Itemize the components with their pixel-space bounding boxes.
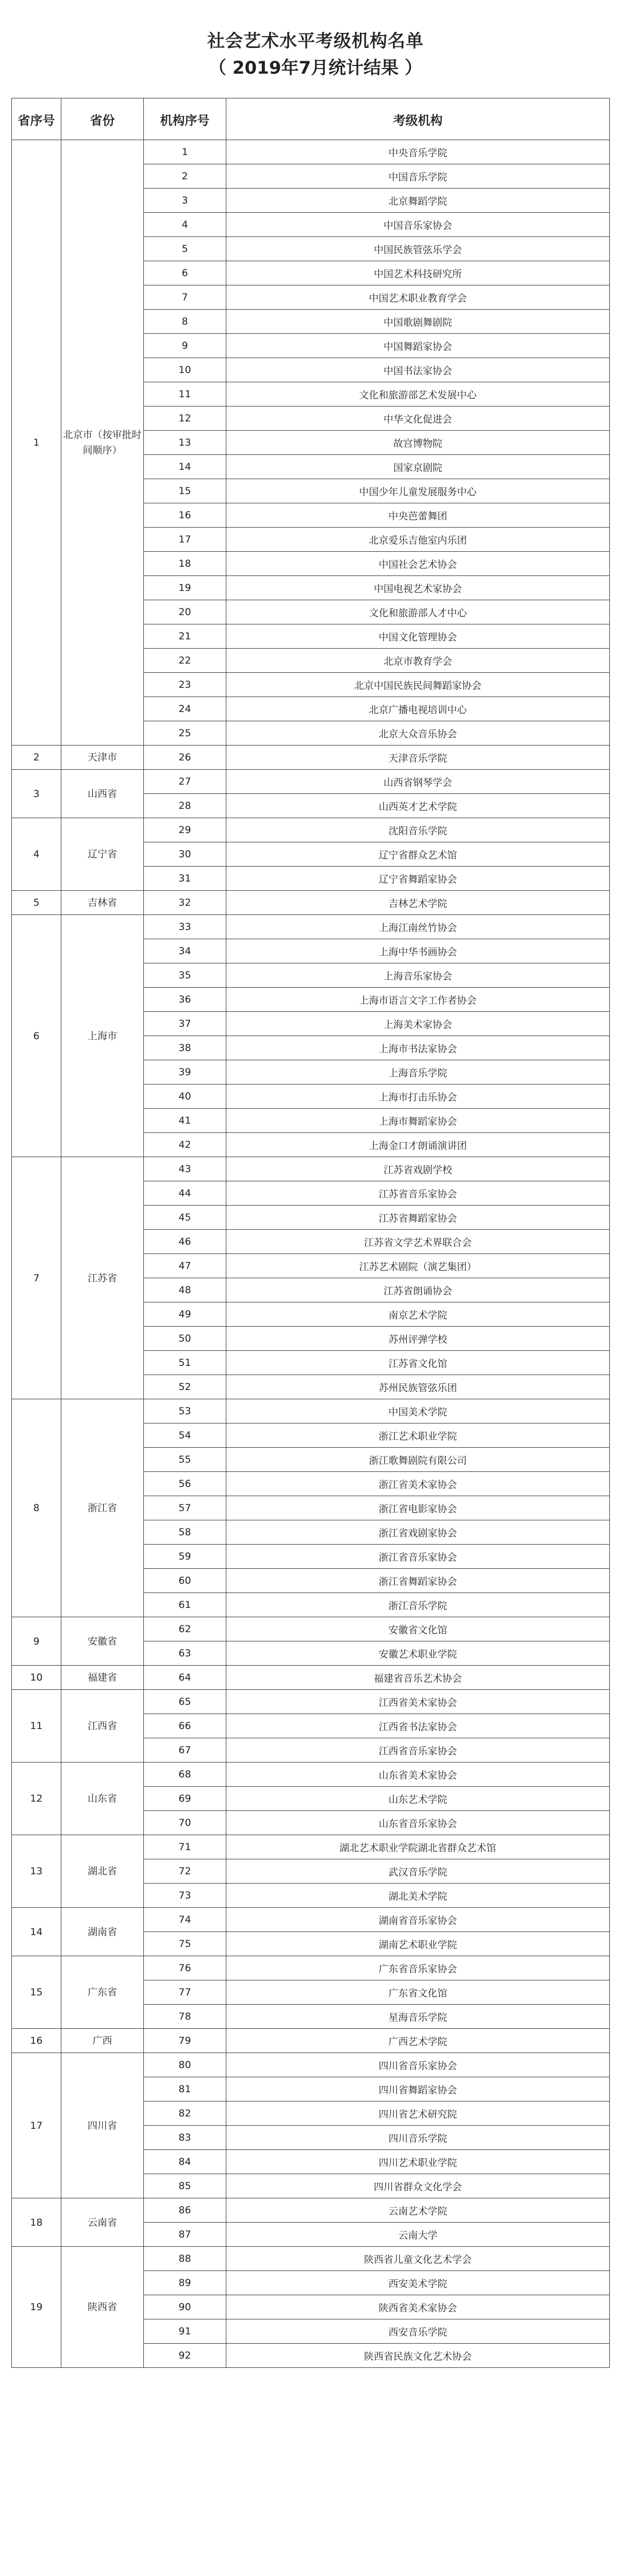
org-name: 江苏省文化馆 [226,1351,610,1375]
org-number: 37 [144,1012,226,1036]
org-number: 23 [144,673,226,697]
table-row [12,2053,610,2077]
org-name: 武汉音乐学院 [226,1859,610,1884]
province-name: 天津市 [61,745,144,770]
table-row [12,1956,610,1980]
org-number: 73 [144,1884,226,1908]
org-number: 61 [144,1593,226,1617]
org-number: 6 [144,261,226,285]
org-number: 24 [144,697,226,721]
org-name: 故宫博物院 [226,431,610,455]
title-subtitle: （ 2019年7月统计结果 ） [209,58,422,78]
province-name: 山西省 [61,770,144,818]
org-name: 中国音乐学院 [226,164,610,189]
org-name: 山东艺术学院 [226,1787,610,1811]
province-name: 山东省 [61,1762,144,1835]
org-name: 中国音乐家协会 [226,213,610,237]
table-row [12,1762,610,1787]
org-number: 77 [144,1980,226,2005]
org-name: 浙江省音乐家协会 [226,1545,610,1569]
org-number: 92 [144,2344,226,2368]
table-row [12,2198,610,2223]
org-name: 北京舞蹈学院 [226,189,610,213]
org-number: 62 [144,1617,226,1641]
province-number: 9 [12,1617,61,1666]
province-number: 17 [12,2053,61,2198]
org-number: 79 [144,2029,226,2053]
org-number: 60 [144,1569,226,1593]
org-number: 66 [144,1714,226,1738]
org-name: 北京市教育学会 [226,649,610,673]
table-body [12,140,610,2368]
org-number: 85 [144,2174,226,2198]
org-table [11,98,610,2368]
org-number: 11 [144,382,226,406]
org-name: 江苏省戏剧学校 [226,1157,610,1181]
org-number: 90 [144,2295,226,2319]
table-row [12,818,610,842]
org-number: 13 [144,431,226,455]
org-name: 北京中国民族民间舞蹈家协会 [226,673,610,697]
org-name: 江西省书法家协会 [226,1714,610,1738]
province-number: 10 [12,1666,61,1690]
org-name: 沈阳音乐学院 [226,818,610,842]
org-name: 文化和旅游部艺术发展中心 [226,382,610,406]
org-name: 中国书法家协会 [226,358,610,382]
province-number: 19 [12,2247,61,2368]
org-name: 湖南省音乐家协会 [226,1908,610,1932]
org-name: 江苏省文学艺术界联合会 [226,1230,610,1254]
header-province-no: 省序号 [12,98,61,140]
org-name: 陕西省美术家协会 [226,2295,610,2319]
org-number: 57 [144,1496,226,1520]
org-number: 53 [144,1399,226,1423]
org-name: 上海江南丝竹协会 [226,915,610,939]
org-name: 山东省音乐家协会 [226,1811,610,1835]
org-name: 福建省音乐艺术协会 [226,1666,610,1690]
table-row [12,2247,610,2271]
province-number: 3 [12,770,61,818]
org-number: 15 [144,479,226,503]
org-name: 云南艺术学院 [226,2198,610,2223]
province-number: 12 [12,1762,61,1835]
org-number: 55 [144,1448,226,1472]
org-number: 47 [144,1254,226,1278]
org-number: 71 [144,1835,226,1859]
table-row [12,770,610,794]
org-number: 78 [144,2005,226,2029]
org-name: 苏州民族管弦乐团 [226,1375,610,1399]
org-name: 中央音乐学院 [226,140,610,164]
org-number: 50 [144,1327,226,1351]
org-name: 安徽艺术职业学院 [226,1641,610,1666]
org-number: 87 [144,2223,226,2247]
province-number: 1 [12,140,61,745]
org-name: 中国舞蹈家协会 [226,334,610,358]
province-name: 云南省 [61,2198,144,2247]
org-number: 40 [144,1084,226,1109]
org-name: 文化和旅游部人才中心 [226,600,610,624]
org-number: 21 [144,624,226,649]
org-name: 中国少年儿童发展服务中心 [226,479,610,503]
org-number: 42 [144,1133,226,1157]
org-number: 3 [144,189,226,213]
org-name: 浙江艺术职业学院 [226,1423,610,1448]
org-number: 64 [144,1666,226,1690]
org-name: 辽宁省群众艺术馆 [226,842,610,867]
table-header-row [12,98,610,140]
org-number: 9 [144,334,226,358]
province-name: 福建省 [61,1666,144,1690]
org-number: 10 [144,358,226,382]
org-number: 91 [144,2319,226,2344]
org-name: 四川省舞蹈家协会 [226,2077,610,2102]
org-number: 89 [144,2271,226,2295]
province-number: 7 [12,1157,61,1399]
org-name: 中国文化管理协会 [226,624,610,649]
org-number: 5 [144,237,226,261]
org-name: 四川音乐学院 [226,2126,610,2150]
province-name: 江苏省 [61,1157,144,1399]
org-name: 天津音乐学院 [226,745,610,770]
table-row [12,1157,610,1181]
org-number: 58 [144,1520,226,1545]
org-name: 江苏省舞蹈家协会 [226,1206,610,1230]
table-row [12,745,610,770]
table-row [12,140,610,164]
org-number: 22 [144,649,226,673]
org-number: 26 [144,745,226,770]
org-name: 江苏省音乐家协会 [226,1181,610,1206]
org-number: 48 [144,1278,226,1302]
org-number: 35 [144,963,226,988]
org-number: 19 [144,576,226,600]
org-number: 25 [144,721,226,745]
org-number: 38 [144,1036,226,1060]
org-name: 北京广播电视培训中心 [226,697,610,721]
org-name: 浙江音乐学院 [226,1593,610,1617]
org-number: 28 [144,794,226,818]
province-name: 广东省 [61,1956,144,2029]
org-name: 广东省音乐家协会 [226,1956,610,1980]
org-name: 云南大学 [226,2223,610,2247]
org-number: 52 [144,1375,226,1399]
org-name: 上海市舞蹈家协会 [226,1109,610,1133]
org-number: 88 [144,2247,226,2271]
province-name: 四川省 [61,2053,144,2198]
org-number: 18 [144,552,226,576]
org-name: 中华文化促进会 [226,406,610,431]
org-name: 中国电视艺术家协会 [226,576,610,600]
org-number: 44 [144,1181,226,1206]
org-name: 浙江歌舞剧院有限公司 [226,1448,610,1472]
org-number: 54 [144,1423,226,1448]
table-row [12,891,610,915]
org-number: 32 [144,891,226,915]
org-name: 江苏艺术剧院（演艺集团） [226,1254,610,1278]
org-name: 上海音乐学院 [226,1060,610,1084]
province-name: 浙江省 [61,1399,144,1617]
org-number: 36 [144,988,226,1012]
org-name: 上海美术家协会 [226,1012,610,1036]
org-name: 陕西省儿童文化艺术学会 [226,2247,610,2271]
org-number: 43 [144,1157,226,1181]
province-number: 15 [12,1956,61,2029]
table-row [12,1908,610,1932]
org-number: 69 [144,1787,226,1811]
org-number: 31 [144,867,226,891]
org-number: 33 [144,915,226,939]
org-name: 国家京剧院 [226,455,610,479]
org-number: 72 [144,1859,226,1884]
org-name: 四川艺术职业学院 [226,2150,610,2174]
org-number: 76 [144,1956,226,1980]
org-name: 山西英才艺术学院 [226,794,610,818]
org-name: 苏州评弹学校 [226,1327,610,1351]
org-name: 西安美术学院 [226,2271,610,2295]
province-number: 14 [12,1908,61,1956]
province-number: 2 [12,745,61,770]
org-number: 56 [144,1472,226,1496]
document-title [0,0,631,88]
province-name: 湖北省 [61,1835,144,1908]
org-name: 浙江省戏剧家协会 [226,1520,610,1545]
org-number: 14 [144,455,226,479]
table-row [12,1690,610,1714]
org-number: 74 [144,1908,226,1932]
org-number: 8 [144,310,226,334]
org-number: 45 [144,1206,226,1230]
org-name: 上海中华书画协会 [226,939,610,963]
org-name: 陕西省民族文化艺术协会 [226,2344,610,2368]
org-number: 65 [144,1690,226,1714]
org-name: 上海市打击乐协会 [226,1084,610,1109]
org-name: 中国美术学院 [226,1399,610,1423]
province-name: 广西 [61,2029,144,2053]
org-name: 中国艺术科技研究所 [226,261,610,285]
org-name: 江西省音乐家协会 [226,1738,610,1762]
org-name: 北京爱乐吉他室内乐团 [226,528,610,552]
province-name: 湖南省 [61,1908,144,1956]
org-number: 1 [144,140,226,164]
org-number: 84 [144,2150,226,2174]
table-row [12,1399,610,1423]
org-name: 四川省群众文化学会 [226,2174,610,2198]
org-name: 湖南艺术职业学院 [226,1932,610,1956]
org-name: 中国民族管弦乐学会 [226,237,610,261]
province-name: 陕西省 [61,2247,144,2368]
org-number: 2 [144,164,226,189]
org-name: 上海市书法家协会 [226,1036,610,1060]
org-number: 46 [144,1230,226,1254]
org-name: 中国歌剧舞剧院 [226,310,610,334]
org-name: 中国社会艺术协会 [226,552,610,576]
org-number: 7 [144,285,226,310]
org-name: 四川省艺术研究院 [226,2102,610,2126]
table-row [12,2029,610,2053]
org-number: 16 [144,503,226,528]
org-name: 广东省文化馆 [226,1980,610,2005]
org-number: 83 [144,2126,226,2150]
table-row [12,1835,610,1859]
org-name: 中央芭蕾舞团 [226,503,610,528]
org-number: 49 [144,1302,226,1327]
org-name: 湖北美术学院 [226,1884,610,1908]
province-name: 辽宁省 [61,818,144,891]
org-name: 星海音乐学院 [226,2005,610,2029]
org-name: 广西艺术学院 [226,2029,610,2053]
org-number: 27 [144,770,226,794]
org-number: 82 [144,2102,226,2126]
org-name: 上海市语言文字工作者协会 [226,988,610,1012]
org-number: 34 [144,939,226,963]
province-number: 16 [12,2029,61,2053]
org-name: 江苏省朗诵协会 [226,1278,610,1302]
org-number: 51 [144,1351,226,1375]
org-number: 41 [144,1109,226,1133]
org-number: 67 [144,1738,226,1762]
org-number: 81 [144,2077,226,2102]
org-name: 江西省美术家协会 [226,1690,610,1714]
province-name: 上海市 [61,915,144,1157]
header-org-no: 机构序号 [144,98,226,140]
province-name: 吉林省 [61,891,144,915]
province-name: 安徽省 [61,1617,144,1666]
org-name: 吉林艺术学院 [226,891,610,915]
org-number: 86 [144,2198,226,2223]
province-number: 6 [12,915,61,1157]
org-name: 安徽省文化馆 [226,1617,610,1641]
province-name: 北京市（按审批时间顺序） [61,140,144,745]
table-row [12,915,610,939]
org-number: 59 [144,1545,226,1569]
org-number: 20 [144,600,226,624]
province-number: 4 [12,818,61,891]
org-name: 西安音乐学院 [226,2319,610,2344]
org-number: 12 [144,406,226,431]
org-number: 30 [144,842,226,867]
title-main: 社会艺术水平考级机构名单 [207,31,424,52]
org-name: 上海金口才朗诵演讲团 [226,1133,610,1157]
org-name: 浙江省电影家协会 [226,1496,610,1520]
org-number: 75 [144,1932,226,1956]
org-name: 湖北艺术职业学院湖北省群众艺术馆 [226,1835,610,1859]
table-row [12,1617,610,1641]
header-province: 省份 [61,98,144,140]
org-name: 辽宁省舞蹈家协会 [226,867,610,891]
province-number: 5 [12,891,61,915]
org-number: 29 [144,818,226,842]
org-number: 39 [144,1060,226,1084]
org-number: 17 [144,528,226,552]
org-name: 上海音乐家协会 [226,963,610,988]
province-name: 江西省 [61,1690,144,1762]
header-org-name: 考级机构 [226,98,610,140]
org-name: 中国艺术职业教育学会 [226,285,610,310]
province-number: 18 [12,2198,61,2247]
org-name: 山西省钢琴学会 [226,770,610,794]
province-number: 8 [12,1399,61,1617]
table-row [12,1666,610,1690]
org-name: 四川省音乐家协会 [226,2053,610,2077]
org-number: 70 [144,1811,226,1835]
org-number: 4 [144,213,226,237]
org-number: 80 [144,2053,226,2077]
org-name: 浙江省美术家协会 [226,1472,610,1496]
province-number: 13 [12,1835,61,1908]
org-number: 63 [144,1641,226,1666]
org-name: 浙江省舞蹈家协会 [226,1569,610,1593]
org-name: 南京艺术学院 [226,1302,610,1327]
org-number: 68 [144,1762,226,1787]
org-name: 山东省美术家协会 [226,1762,610,1787]
org-name: 北京大众音乐协会 [226,721,610,745]
province-number: 11 [12,1690,61,1762]
